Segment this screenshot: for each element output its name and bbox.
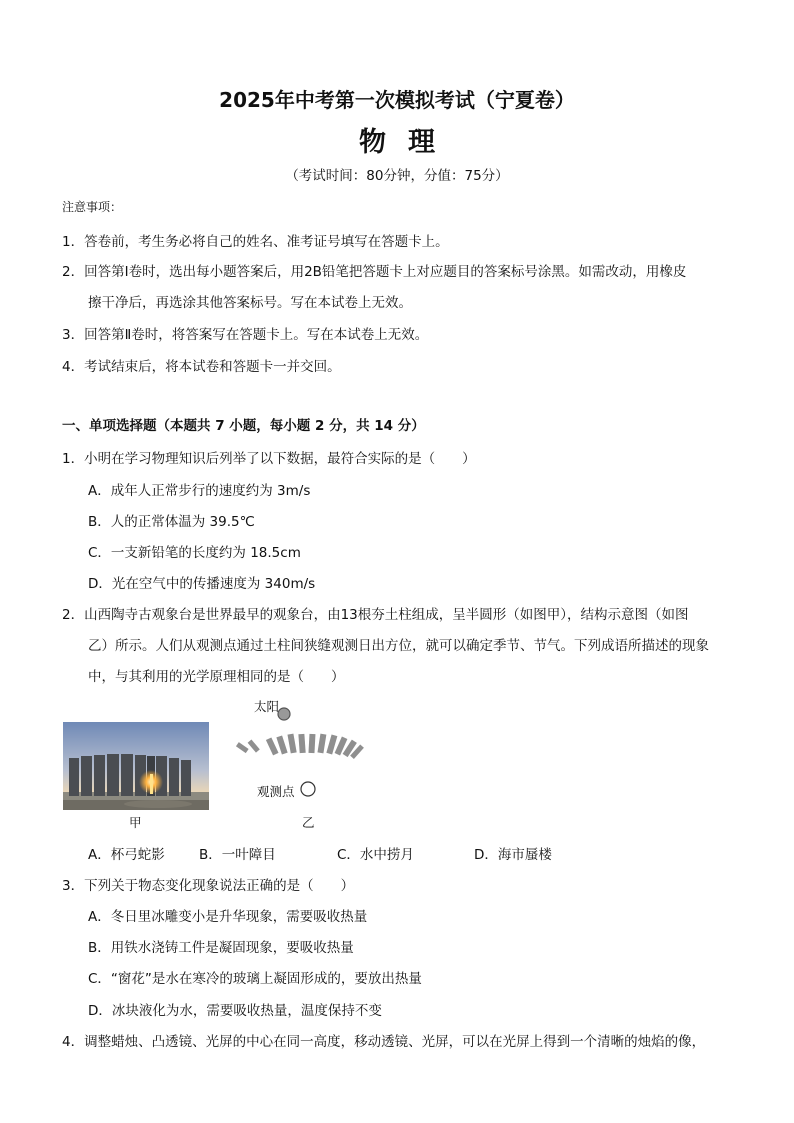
exam-title: 2025年中考第一次模拟考试（宁夏卷） xyxy=(219,88,575,112)
figure-caption-b: 乙 xyxy=(302,815,315,830)
question-1-option-c: C．一支新铅笔的长度约为 18.5cm xyxy=(88,545,301,561)
question-2-option-c: C．水中捞月 xyxy=(337,847,414,863)
question-1-option-d: D．光在空气中的传播速度为 340m/s xyxy=(88,576,316,592)
exam-info: （考试时间：80分钟，分值：75分） xyxy=(285,168,509,184)
question-1-option-b: B．人的正常体温为 39.5℃ xyxy=(88,514,255,530)
figure-caption-a: 甲 xyxy=(129,815,142,830)
question-2-stem-line: 中，与其利用的光学原理相同的是（ ） xyxy=(88,669,345,685)
sun-label: 太阳 xyxy=(254,699,280,714)
question-2-stem-line: 乙）所示。人们从观测点通过土柱间狭缝观测日出方位，就可以确定季节、节气。下列成语所描述的现象 xyxy=(88,638,709,654)
question-2-option-b: B．一叶障目 xyxy=(199,847,276,863)
subject-title: 物理 xyxy=(359,127,457,158)
notice-item: 1．答卷前，考生务必将自己的姓名、准考证号填写在答题卡上。 xyxy=(62,234,449,250)
question-4-stem: 4．调整蜡烛、凸透镜、光屏的中心在同一高度，移动透镜、光屏，可以在光屏上得到一个清晰的烛焰的像， xyxy=(62,1034,706,1050)
question-3-option-c: C．“窗花”是水在寒冷的玻璃上凝固形成的，要放出热量 xyxy=(88,971,422,987)
sun-icon xyxy=(278,708,290,720)
notice-item: 2．回答第Ⅰ卷时，选出每小题答案后，用2B铅笔把答题卡上对应题目的答案标号涂黑。如需改动，用橡皮 xyxy=(62,264,687,280)
notice-item-continued: 擦干净后，再选涂其他答案标号。写在本试卷上无效。 xyxy=(88,295,412,311)
question-3-option-a: A．冬日里冰雕变小是升华现象，需要吸收热量 xyxy=(88,909,368,925)
notice-heading: 注意事项： xyxy=(62,200,123,214)
question-1-stem: 1．小明在学习物理知识后列举了以下数据，最符合实际的是（ ） xyxy=(62,451,476,467)
question-2-option-d: D．海市蜃楼 xyxy=(474,847,552,863)
observation-point-label: 观测点 xyxy=(257,784,295,799)
observatory-schematic xyxy=(232,694,372,830)
section-heading: 一、单项选择题（本题共 7 小题，每小题 2 分，共 14 分） xyxy=(62,418,425,434)
observatory-photo xyxy=(63,722,209,810)
question-1-option-a: A．成年人正常步行的速度约为 3m/s xyxy=(88,483,311,499)
question-3-option-d: D．冰块液化为水，需要吸收热量，温度保持不变 xyxy=(88,1003,382,1019)
question-3-stem: 3．下列关于物态变化现象说法正确的是（ ） xyxy=(62,878,355,894)
question-3-option-b: B．用铁水浇铸工件是凝固现象，要吸收热量 xyxy=(88,940,354,956)
question-2-option-a: A．杯弓蛇影 xyxy=(88,847,165,863)
notice-item: 3．回答第Ⅱ卷时，将答案写在答题卡上。写在本试卷上无效。 xyxy=(62,327,429,343)
question-2-stem-line: 2．山西陶寺古观象台是世界最早的观象台，由13根夯土柱组成，呈半圆形（如图甲），结构示意图（如图 xyxy=(62,607,689,623)
observation-point-icon xyxy=(301,782,315,796)
notice-item: 4．考试结束后，将本试卷和答题卡一并交回。 xyxy=(62,359,341,375)
